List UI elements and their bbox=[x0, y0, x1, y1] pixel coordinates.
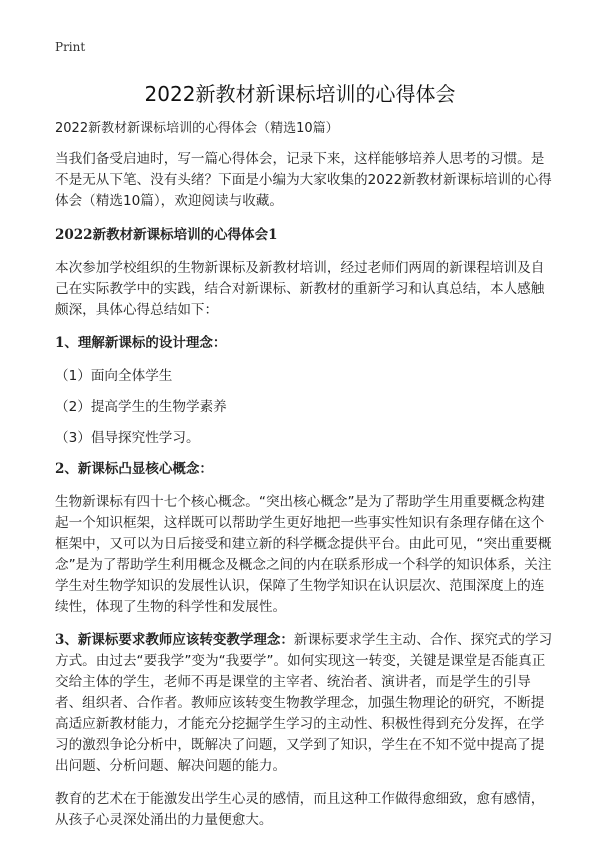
list-item: （1）面向全体学生 bbox=[55, 368, 173, 384]
section-heading: 2022新教材新课标培训的心得体会1 bbox=[55, 227, 278, 243]
closing-paragraph: 教育的艺术在于能激发出学生心灵的感情，而且这种工作做得愈细致，愈有感情，从孩子心灵深处涌出的力量便愈大。 bbox=[55, 791, 545, 828]
document-subtitle: 2022新教材新课标培训的心得体会（精选10篇） bbox=[55, 121, 339, 136]
document-body bbox=[55, 118, 555, 843]
list-item: （3）倡导探究性学习。 bbox=[55, 430, 200, 446]
point3-heading: 3、新课标要求教师应该转变教学理念： bbox=[55, 632, 294, 648]
page-title: 2022新教材新课标培训的心得体会 bbox=[144, 82, 456, 106]
point2-heading: 2、新课标凸显核心概念： bbox=[55, 461, 213, 477]
point2-paragraph: 生物新课标有四十七个核心概念。“突出核心概念”是为了帮助学生用重要概念构建起一个知识框架，这样既可以帮助学生更好地把一些事实性知识有条理存储在这个框架中，又可以为日后接受和建立新的科学概念提供平台。由此可见，“突出重要概念”是为了帮助学生利用概念及概念之间的内在联系形成一个科学的知识体系，关注学生对生物学知识的发展性认识，保障了生物学知识在认识层次、范围深度上的连续性，体现了生物的科学性和发展性。 bbox=[55, 494, 552, 615]
point1-heading: 1、理解新课标的设计理念： bbox=[55, 335, 227, 351]
intro-paragraph: 当我们备受启迪时，写一篇心得体会，记录下来，这样能够培养人思考的习惯。是不是无从下笔、没有头绪？下面是小编为大家收集的2022新教材新课标培训的心得体会（精选10篇），欢迎阅读与收藏。 bbox=[55, 151, 552, 209]
list-item: （2）提高学生的生物学素养 bbox=[55, 399, 227, 415]
point3-paragraph bbox=[55, 630, 555, 777]
section-intro-paragraph: 本次参加学校组织的生物新课标及新教材培训，经过老师们两周的新课程培训及自己在实际教学中的实践，结合对新课标、新教材的重新学习和认真总结，本人感触颇深，具体心得总结如下： bbox=[55, 260, 545, 318]
print-label: Print bbox=[55, 40, 86, 54]
point3-body: 新课标要求学生主动、合作、探究式的学习方式。由过去“要我学”变为“我要学”。如何实现这一转变，关键是课堂是否能真正交给主体的学生，老师不再是课堂的主宰者、统治者、演讲者，而是学生的引导者、组织者、合作者。教师应该转变生物教学理念，加强生物理论的研究，不断提高适应新教材能力，才能充分挖掘学生学习的主动性、积极性得到充分发挥，在学习的激烈争论分析中，既解决了问题，又学到了知识，学生在不知不觉中提高了提出问题、分析问题、解决问题的能力。 bbox=[55, 632, 553, 774]
